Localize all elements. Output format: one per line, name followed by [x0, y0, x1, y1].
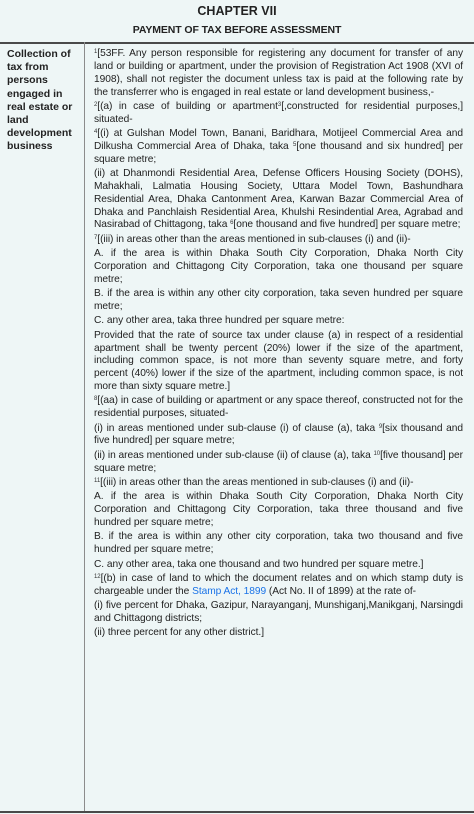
paragraph-53ff: $^1$[53FF. Any person responsible for registering any document for transfer of any land or building or apartment, under the provision of Registration Act 1908 (XVI of 1908), shall not register the document unless tax is paid at the following rate by the transferrer who is engaged in real estate or land development business,-	[94, 48, 463, 98]
subclause-a-i: $^4$[(i) at Gulshan Model Town, Banani, Baridhara, Motijeel Commercial Area and Dilkusha Commercial Area of Dhaka, taka $^5$[one thousand and six hundred] per square metre;	[94, 128, 463, 165]
chapter-title: CHAPTER VII	[197, 4, 277, 18]
footnote-marker[interactable]: 11	[94, 478, 101, 484]
footnote-marker[interactable]: 4	[94, 129, 98, 136]
subclause-aa-iii: $^{11}$[(iii) in areas other than the areas mentioned in sub-clauses (i) and (ii)-	[94, 477, 414, 488]
top-rule	[0, 42, 474, 44]
stamp-act-link[interactable]: Stamp Act, 1899	[192, 585, 267, 597]
subclause-aa-ii: (ii) in areas mentioned under sub-clause (ii) of clause (a), taka $^{10}$[five thousand] per square metre;	[94, 449, 464, 474]
footnote-marker[interactable]: 8	[94, 396, 98, 403]
footnote-marker[interactable]: 5	[293, 141, 297, 148]
item-a-iii-A: A. if the area is within Dhaka South City Corporation, Dhaka North City Corporation and Chittagong City Corporation, taka one thousand per square metre;	[94, 248, 463, 285]
footnote-marker[interactable]: 10	[373, 450, 381, 457]
footnote-marker[interactable]: 6	[230, 220, 234, 227]
item-a-iii-C: C. any other area, taka three hundred per square metre:	[94, 315, 345, 327]
clause-b: $^{12}$[(b) in case of land to which the document relates and on which stamp duty is chargeable under the Stamp Act, 1899 (Act No. II of 1899) at the rate of-	[94, 572, 463, 597]
subclause-b-ii: (ii) three percent for any other district.]	[94, 627, 264, 639]
subclause-b-i: (i) five percent for Dhaka, Gazipur, Narayanganj, Munshiganj,Manikganj, Narsingdi and Chittagong districts;	[94, 600, 463, 624]
footnote-marker[interactable]: 1	[94, 49, 98, 55]
subclause-a-iii: $^7$[(iii) in areas other than the areas mentioned in sub-clauses (i) and (ii)-	[94, 233, 411, 245]
margin-note: Collection of tax from persons engaged in real estate or land development business	[7, 48, 73, 153]
clause-a: $^2$[(a) in case of building or apartment$^3$[,constructed for residential purposes,] situated-	[94, 100, 463, 125]
proviso: Provided that the rate of source tax under clause (a) in respect of a residential apartment shall be twenty percent (20%) lower if the size of the apartment, including common space, is not more than seventy square metre, and forty percent (40%) lower if the size of the apartment, including common space, is not more than sixty square metre.]	[94, 329, 463, 393]
footnote-marker[interactable]: 9	[378, 423, 383, 430]
chapter-header	[0, 0, 474, 37]
column-divider	[84, 42, 85, 813]
bottom-rule	[0, 811, 474, 813]
footnote-marker[interactable]: 3	[277, 101, 282, 108]
footnote-marker[interactable]: 7	[94, 234, 98, 241]
item-aa-iii-A: A. if the area is within Dhaka South City Corporation, Dhaka North City Corporation and Chittagong City Corporation, taka three thousand and five hundred per square metre;	[94, 491, 463, 529]
item-aa-iii-C: C. any other area, taka one thousand and two hundred per square metre.]	[94, 558, 424, 570]
subclause-aa-i: (i) in areas mentioned under sub-clause (i) of clause (a), taka $^9$[six thousand and five hundred] per square metre;	[94, 422, 463, 447]
section-body	[94, 48, 463, 642]
item-aa-iii-B: B. if the area is within any other city corporation, taka two thousand and five hundred per square metre;	[94, 531, 463, 556]
chapter-subtitle: PAYMENT OF TAX BEFORE ASSESSMENT	[132, 24, 342, 36]
footnote-marker[interactable]: 12	[94, 573, 101, 580]
item-a-iii-B: B. if the area is within any other city corporation, taka seven hundred per square metre;	[94, 288, 463, 313]
footnote-marker[interactable]: 2	[94, 101, 98, 108]
clause-aa: $^8$[(aa) in case of building or apartment or any space thereof, constructed not for the residential purposes, situated-	[94, 395, 463, 420]
subclause-a-ii: (ii) at Dhanmondi Residential Area, Defense Officers Housing Society (DOHS), Mahakhali, Lalmatia Housing Society, Uttara Model Town, Bashundhara Residential Area, Dhaka Cantonment Area, Karwan Bazar Commercial Area of Dhaka and Panchlaish Residential Area, Khulshi Resindential Area, Agrabad and Nasirabad of Chittagong, taka $^6$[one thousand and five hundred] per square metre;	[94, 168, 463, 231]
